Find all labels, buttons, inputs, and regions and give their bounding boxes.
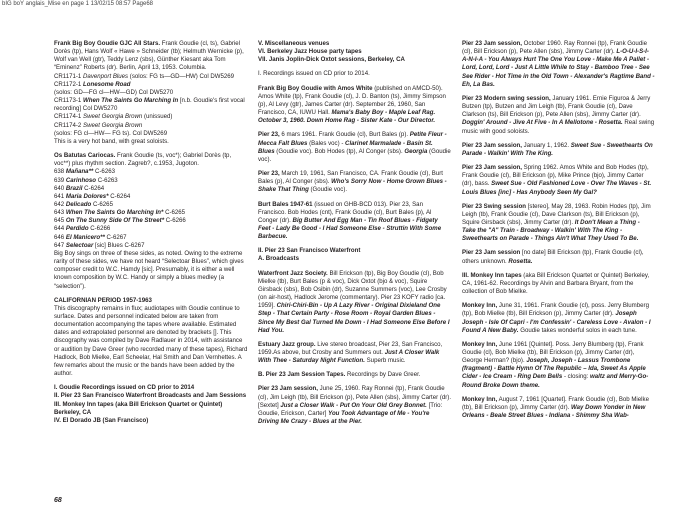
- track-titles: Mama's Baby Boy - Maple Leaf Rag. October 3, 1960. Down Home Rag - Sister Kate - Our Director.: [258, 109, 436, 125]
- entry-heading: Os Batutas Cariocas.: [54, 152, 116, 160]
- track-details: (solos: GD—FG cl—HW—GD) Col DW5270: [54, 88, 174, 96]
- section-subtitle: A. Broadcasts: [258, 255, 299, 263]
- entry-heading: Pier 23 Jam session,: [462, 164, 522, 172]
- contents-item: VII. Janis Joplin-Dick Oxtot sessions, Berkeley, CA: [258, 56, 405, 64]
- contents-item: VI. Berkeley Jazz House party tapes: [258, 48, 362, 56]
- session-entry: [258, 371, 451, 379]
- session-entry: [462, 272, 655, 296]
- entry-note: This is a very hot band, with great soloists.: [54, 137, 169, 145]
- matrix-number: 644: [54, 225, 66, 233]
- track-titles: Joseph, Joseph - Lassus Trombone (fragment) - Battle Hymn Of The Republic – Ida, Sweet As Apple Cider - Ice Cream - Ring Dem Bells: [462, 357, 646, 381]
- entry-text: January 1, 1962.: [521, 141, 571, 149]
- track-details: (solos: FG ts—GD—HW) Col DW5269: [128, 72, 235, 80]
- session-entry: [54, 40, 248, 73]
- track-item: [54, 209, 248, 217]
- entry-heading: Pier 23 Jam session,: [258, 385, 318, 393]
- session-entry: [258, 201, 451, 242]
- track-item: [54, 177, 248, 185]
- track-details: C-6266: [164, 217, 186, 225]
- matrix-number: 640: [54, 184, 66, 192]
- session-entry: [462, 142, 655, 158]
- session-entry: [462, 396, 655, 420]
- track-details: (solos: FG cl—HW— FG ts). Col DW5269: [54, 129, 168, 137]
- matrix-number: CR1174-2: [54, 121, 84, 129]
- track-title: On The Sunny Side Of The Street*: [65, 217, 165, 225]
- track-item: [54, 81, 248, 89]
- track-title: Mañana**: [65, 168, 94, 176]
- contents-item: III. Monkey Inn tapes (aka Bill Erickson Quartet or Quintet) Berkeley, CA: [54, 400, 223, 416]
- track-title: Davenport Blues: [83, 72, 129, 80]
- track-titles: Clarinet Marmalade - Basin St. Blues: [258, 139, 433, 155]
- entry-text: June 1961 [Quintet]. Poss. Jerry Blumberg (tp), Frank Goudie (cl), Bob Mielke (tb), Bill Erickson (p), Jimmy Carter (dr), George Herman? (bjo).: [462, 340, 644, 365]
- track-titles: L-O-U-I-S-I-A-N-I-A - You Always Hurt The One You Love - Make Me A Pallet - Lord, Lord, Lord - Just A Little While to Stay - Bamboo Tree - See See Rider - Hot Time in the Old Town - Alexander's Ragtime Band - Eh, La Bas.: [462, 48, 655, 88]
- matrix-number: 639: [54, 176, 66, 184]
- entry-heading: B. Pier 23 Jam Session Tapes.: [258, 371, 346, 379]
- entry-text: Live stereo broadcast, Pier 23, San Francisco, 1959.As above, but Crosby and Summers out.: [258, 340, 443, 356]
- track-item: [54, 193, 248, 201]
- track-titles: Just A Closer Walk With Thee - Saturday Night Function.: [258, 349, 440, 365]
- track-title: When The Saints Go Marching In*: [65, 209, 164, 217]
- entry-note: Big Boy sings on three of these sides, as noted. Owing to the extreme rarity of these sides, we have not heard “Selectoar Blues”, which gives composer credit to W.C. Hamdy [sic]. Presumably, it is either a well known composition by W.C. Handy or simply a blues medley (a “selection”).: [54, 249, 244, 290]
- track-titles: Rosetta.: [508, 257, 533, 265]
- entry-text: Goudie takes wonderful solos in each tune.: [518, 326, 637, 334]
- entry-heading: Pier 23 Swing session: [462, 202, 527, 210]
- entry-text: (issued on GHB-BCD 013). Pier 23, San Francisco. Bob Hodes (cnt), Frank Goudie (cl), Burt Bales (p), Al Conger (dr).: [258, 200, 432, 224]
- page-number: 68: [54, 497, 62, 504]
- session-entry: [462, 249, 655, 265]
- track-item: [54, 185, 248, 193]
- column-left: [54, 40, 248, 498]
- track-titles: Georgia: [404, 147, 428, 155]
- entry-text: Frank Goudie (ts, voc*); Gabriel Dorès (tp, voc**) plus rhythm section. Zagreb?, c.1953, Jugoton.: [54, 152, 232, 168]
- track-list: [54, 73, 248, 146]
- session-entry: [462, 40, 655, 89]
- column-right: [462, 40, 655, 508]
- entry-text: [no date] Bill Erickson (tp), Frank Goudie (cl), others unknown.: [462, 249, 644, 265]
- session-entry: [258, 131, 451, 164]
- track-details: C-6265: [163, 209, 186, 217]
- track-details: C-6263: [96, 176, 118, 184]
- entry-text: Superb music.: [364, 357, 406, 365]
- entry-text: June 31, 1961. Frank Goudie (cl), poss. Jerry Blumberg (tp), Bob Mielke (tb), Bill Erickson (p), Jimmy Carter (dr).: [462, 302, 649, 318]
- track-item: [54, 122, 248, 130]
- contents-item: V. Miscellaneous venues: [258, 40, 330, 47]
- track-item: [54, 234, 248, 242]
- matrix-number: CR1174-1: [54, 113, 84, 121]
- track-title: Sweet Georgia Brown: [83, 121, 143, 129]
- print-header: bIG boY anglais_Mise en page 1 13/02/15 08:57 Page68: [2, 1, 154, 7]
- entry-heading: Pier 23 Jam session,: [462, 40, 522, 47]
- track-item: [54, 217, 248, 225]
- matrix-number: 643: [54, 209, 66, 217]
- contents-item: II. Pier 23 San Francisco Waterfront Broadcasts and Jam Sessions: [54, 392, 247, 400]
- track-title: Sweet Georgia Brown: [83, 113, 143, 121]
- track-title: El Manicero**: [65, 233, 105, 241]
- track-titles: Way Down Yonder in New Orleans - Beale Street Blues - Indiana - Shimmy Sha Wab-: [462, 403, 646, 420]
- track-item: [54, 242, 248, 250]
- matrix-number: 645: [54, 217, 66, 225]
- session-entry: [258, 341, 451, 365]
- track-title: Carinhoso: [65, 176, 97, 184]
- matrix-number: 647: [54, 241, 66, 249]
- track-item: [54, 73, 248, 81]
- contents-item: IV. El Dorado JB (San Francisco): [54, 416, 149, 424]
- track-details: C-6263: [93, 168, 115, 176]
- track-titles: Sweet Sue - Sweethearts On Parade - Walkin' With The King.: [462, 141, 653, 157]
- track-details: [sic] Blues C-6267: [93, 241, 145, 249]
- contents-list: [54, 384, 248, 425]
- matrix-number: CR1171-1: [54, 72, 84, 80]
- session-entry: [258, 85, 451, 126]
- entry-heading: Monkey Inn,: [462, 395, 498, 403]
- session-entry: [258, 270, 451, 335]
- session-entry: [258, 385, 451, 426]
- entry-heading: Frank Big Boy Goudie with Amos White: [258, 84, 373, 92]
- entry-text: [stereo], May 28, 1963. Robin Hodes (tp), Jim Leigh (tb), Frank Goudie (cl), Dave Clarkson (ts), Bill Erickson (p), Squire Girsback (sbs), Jimmy Carter (dr).: [462, 202, 651, 226]
- entry-heading: Pier 23,: [258, 170, 280, 178]
- track-details: C-6265: [91, 200, 113, 208]
- entry-text: (published on AMCD-50). Amos White (tp), Frank Goudie (cl), J. D. Banton (ts), Jimmy Simpson (p), Al Levy (gtr), James Carter (dr). September 26, 1960, San Francisco, CA, IUWU Hall.: [258, 84, 446, 117]
- entry-text: (Goudie voc). Bob Hodes (tp), Al Conger (sbs).: [274, 147, 405, 155]
- entry-text: (Bales voc) -: [307, 139, 346, 147]
- session-entry: [462, 95, 655, 136]
- entry-text: (aka Bill Erickson Quartet or Quintet) Berkeley, CA, 1961-62. Recordings by Alvin and Barbara Bryant, from the collection of Bob Mielke.: [462, 271, 650, 296]
- track-item: [54, 225, 248, 233]
- session-entry: [462, 164, 655, 197]
- entry-text: Real swing music with good soloists.: [462, 119, 655, 135]
- track-titles: It Don't Mean a Thing - Take the "A" Train - Broadway - Walkin' With The King - Sweethearts on Parade - Things Ain't What They Used To Be.: [462, 218, 640, 243]
- entry-heading: Pier 23,: [258, 131, 280, 139]
- entry-heading: Monkey Inn,: [462, 340, 498, 348]
- entry-text: 6 mars 1961. Frank Goudie (cl), Burt Bales (p).: [279, 131, 410, 139]
- matrix-number: 642: [54, 200, 66, 208]
- session-entry: [258, 170, 451, 194]
- track-item: [54, 97, 248, 113]
- track-title: Maria Dolores*: [65, 192, 109, 200]
- entry-text: Spring 1962. Amos White and Bob Hodes (tp), Frank Goudie (cl), Bill Erickson (p), Mike Prince (bjo), Jimmy Carter (dr), bass.: [462, 164, 649, 188]
- entry-text: March 19, 1961, San Francisco, CA. Frank Goudie (cl), Burt Bales (p), Al Conger (sbs).: [258, 170, 443, 186]
- track-titles: Big Butter And Egg Man - Tin Roof Blues - Fidgety Feet - Lady Be Good - I Had Someone Else - Struttin With Some Barbecue.: [258, 216, 442, 241]
- entry-text: August 7, 1961 [Quartet]. Frank Goudie (cl), Bob Mielke (tb), Bill Erickson (p), Jimmy Carter (dr).: [462, 395, 649, 411]
- track-titles: Who's Sorry Now - Home Grown Blues - Shake That Thing: [258, 178, 447, 194]
- track-details: C-6264: [82, 184, 105, 192]
- track-details: (unissued): [142, 113, 173, 121]
- track-titles: Chiri-Chiri-Bin - Up A Lazy River - Original Dixieland One Step - That Certain Party - Rose Room - Royal Garden Blues - Since My Best Gal Turned Me Down - I Had Someone Else Before I Had You.: [258, 302, 450, 334]
- track-details: [n.b. Goudie's first vocal recording] Col DW5270: [54, 97, 245, 113]
- section-heading: [258, 247, 451, 263]
- matrix-number: CR1172-1: [54, 80, 84, 88]
- entry-heading: Waterfront Jazz Society.: [258, 269, 328, 277]
- session-entry: [54, 152, 248, 168]
- matrix-number: 646: [54, 233, 66, 241]
- entry-text: Bill Erickson (tp), Big Boy Goudie (cl), Bob Mielke (tb), Burt Bales (p & voc), Dick Oxtot (bjo & voc), Squire Girsback (sbs), Bob Osibin (dr), Suzanne Summers (voc), Lee Crosby (on air-host), Hadlock Jerome (commentary). Pier 23 KOFY radio [ca. 1959].: [258, 269, 447, 310]
- section-heading: I. Recordings issued on CD prior to 2014.: [258, 70, 370, 78]
- track-details: C-6267: [104, 233, 127, 241]
- session-entry: [462, 341, 655, 390]
- section-title: II. Pier 23 San Francisco Waterfront: [258, 247, 361, 255]
- track-title: Brazil: [65, 184, 83, 192]
- track-titles: waltz and Merry-Go-Round Broke Down theme.: [462, 373, 649, 389]
- entry-text: January 1961. Ernie Figuroa & Jerry Butzen (tp), Butzen and Jim Leigh (tb), Frank Goudie (cl), Dave Clarkson (ts), Bill Erickson (p), Pete Allen (sbs), Jimmy Carter (dr).: [462, 94, 651, 119]
- track-title: Lonesome Road: [83, 80, 131, 88]
- entry-text: Frank Goudie (cl, ts), Gabriel Dorès (tp), Hans Wolf « Hawe » Schneider (tb); Helmuth Wernicke (p), Wolf van Well (gtr), Teddy Lenz (sbs), Günther Kiesant aka Tom “Eminenz” Roberts (dr). Berlin, April 13, 1953. Columbia.: [54, 40, 244, 72]
- column-middle: [258, 40, 452, 426]
- track-titles: Sweet Sue - Old Fashioned Love - Over The Waves - St. Louis Blues [inc] - Has Anybody Seen My Gal?: [462, 180, 652, 196]
- track-title: Delicado: [65, 200, 92, 208]
- track-details: C-6266: [88, 225, 111, 233]
- section-intro: This discography remains in flux; audiotapes with Goudie continue to surface. Dates and personnel indicated below are taken from documentation accompanying the tapes where available. Estimated dates and extrapolated personnel are denoted by brackets []. This discography was compiled by Dave Radlauer in 2014, with assistance or audition by Dave Greer (who recorded many of these tapes), Richard Hadlock, Bob Mielke, Earl Scheelar, Hal Smith and Dan Vernhettes. A few remarks about the music or the bands have been added by the author.: [54, 304, 248, 378]
- entry-heading: Frank Big Boy Goudie GJC All Stars.: [54, 40, 161, 47]
- entry-text: (Goudie voc).: [308, 186, 348, 194]
- track-list: [54, 168, 248, 250]
- track-item: [54, 113, 248, 121]
- entry-heading: Estuary Jazz group.: [258, 340, 316, 348]
- track-details: C-6264: [108, 192, 131, 200]
- entry-text: Recordings by Dave Greer.: [345, 371, 421, 379]
- entry-heading: Burt Bales 1947-61: [258, 200, 313, 208]
- track-title: Selectoar: [65, 241, 94, 249]
- session-entry: [462, 302, 655, 335]
- entry-text: (Goudie voc).: [258, 147, 451, 163]
- track-title: Perdido: [65, 225, 89, 233]
- entry-heading: Monkey Inn,: [462, 302, 498, 310]
- contents-item: I. Goudie Recordings issued on CD prior to 2014: [54, 384, 195, 392]
- track-item: [54, 168, 248, 176]
- matrix-number: CR1173-1: [54, 97, 84, 105]
- track-titles: Doggin' Around - Jive At Five - In A Mellotone - Rosetta.: [462, 119, 623, 127]
- matrix-number: 638: [54, 168, 66, 176]
- track-titles: Petite Fleur - Mecca Falt Blues: [258, 131, 447, 147]
- entry-text: June 25, 1960. Ray Ronnei (tp), Frank Goudie (cl), Jim Leigh (tb), Bill Erickson (p), Pete Allen (sbs), Jimmy Carter (dr). [Sextet]: [258, 385, 452, 409]
- track-item: [54, 201, 248, 209]
- track-titles: Joseph Joseph - Isle Of Capri - I'm Confessin' - Careless Love - Avalon - I Found A New Baby.: [462, 310, 651, 334]
- contents-list: [258, 40, 451, 64]
- entry-text: - closing:: [562, 373, 591, 381]
- track-titles: You Took Advantage of Me - You're Driving Me Crazy - Blues at the Pier.: [258, 409, 430, 426]
- entry-text: October 1960. Ray Ronnei (tp), Frank Goudie (cl), Bill Erickson (p), Pete Allen (sbs), Jimmy Carter (dr).: [462, 40, 647, 56]
- entry-text: [Trio: Goudie, Erickson, Carter]: [258, 401, 443, 417]
- track-titles: Just a Closer Walk - Put On Your Old Grey Bonnet.: [280, 401, 427, 409]
- entry-heading: Pier 23 Modern swing session,: [462, 94, 551, 102]
- matrix-number: 641: [54, 192, 66, 200]
- track-title: When The Saints Go Marching In: [83, 97, 179, 105]
- section-heading: CALIFORNIAN PERIOD 1957-1963: [54, 296, 152, 304]
- session-entry: [462, 203, 655, 244]
- entry-heading: Pier 23 Jam session: [462, 249, 521, 257]
- entry-heading: Pier 23 Jam session,: [462, 141, 522, 149]
- entry-heading: III. Monkey Inn tapes: [462, 271, 522, 279]
